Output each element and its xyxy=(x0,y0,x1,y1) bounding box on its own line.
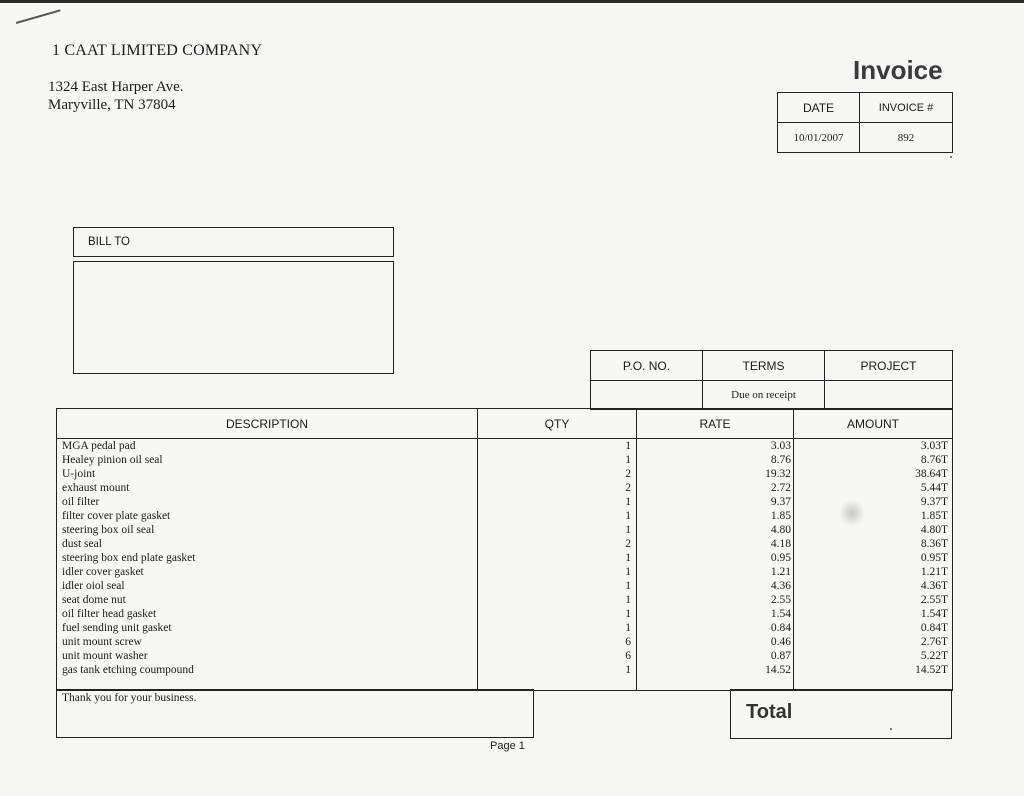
item-qty: 1 xyxy=(625,608,631,620)
item-description: unit mount washer xyxy=(62,650,148,662)
po-number-label: P.O. NO. xyxy=(622,358,671,373)
speck xyxy=(890,728,892,730)
item-qty: 1 xyxy=(625,454,631,466)
ink-smudge xyxy=(840,498,864,528)
item-qty: 1 xyxy=(625,622,631,634)
item-description: Healey pinion oil seal xyxy=(62,454,163,466)
pen-mark xyxy=(16,9,61,23)
item-description: steering box end plate gasket xyxy=(62,552,196,564)
description-header: DESCRIPTION xyxy=(225,416,308,431)
item-description: gas tank etching coumpound xyxy=(62,664,194,676)
item-description: unit mount screw xyxy=(62,636,142,648)
invoice-number-label: INVOICE # xyxy=(878,101,934,114)
item-description: oil filter head gasket xyxy=(62,608,157,620)
item-amount: 5.44T xyxy=(920,482,948,494)
terms-value: Due on receipt xyxy=(731,389,796,401)
item-description: MGA pedal pad xyxy=(62,440,136,452)
item-amount: 8.36T xyxy=(920,538,948,550)
date-label: DATE xyxy=(802,100,835,115)
item-rate: 14.52 xyxy=(765,664,791,676)
item-rate: 0.87 xyxy=(770,650,791,662)
item-rate: 1.21 xyxy=(770,566,791,578)
item-amount: 8.76T xyxy=(920,454,948,466)
item-rate: 8.76 xyxy=(770,454,791,466)
rate-column xyxy=(640,439,791,677)
page-number: Page 1 xyxy=(490,740,525,752)
address-line-1: 1324 East Harper Ave. xyxy=(48,79,184,95)
date-value: 10/01/2007 xyxy=(793,131,844,144)
scan-top-border xyxy=(0,0,1024,3)
item-description: exhaust mount xyxy=(62,482,130,494)
description-column xyxy=(62,439,472,677)
item-amount: 1.85T xyxy=(920,510,948,522)
total-label: Total xyxy=(746,701,793,723)
item-qty: 1 xyxy=(625,552,631,564)
date-invoice-table xyxy=(777,92,953,153)
item-rate: 4.18 xyxy=(770,538,791,550)
item-qty: 1 xyxy=(625,594,631,606)
item-qty: 1 xyxy=(625,510,631,522)
item-qty: 2 xyxy=(625,468,631,480)
item-description: oil filter xyxy=(62,496,100,508)
invoice-number-value: 892 xyxy=(897,131,915,144)
item-description: seat dome nut xyxy=(62,594,126,606)
item-qty: 1 xyxy=(625,664,631,676)
item-amount: 0.95T xyxy=(920,552,948,564)
item-qty: 1 xyxy=(625,566,631,578)
item-qty: 1 xyxy=(625,440,631,452)
document-title: Invoice xyxy=(853,55,943,85)
item-amount: 4.36T xyxy=(920,580,948,592)
item-description: filter cover plate gasket xyxy=(62,510,171,522)
item-rate: 2.72 xyxy=(770,482,791,494)
speck xyxy=(950,156,952,158)
rate-header: RATE xyxy=(699,416,731,431)
item-rate: 4.36 xyxy=(770,580,791,592)
item-amount: 1.21T xyxy=(920,566,948,578)
item-description: U-joint xyxy=(62,468,96,480)
project-value xyxy=(825,381,952,409)
item-amount: 1.54T xyxy=(920,608,948,620)
qty-column xyxy=(480,439,631,677)
company-name: 1 CAAT LIMITED COMPANY xyxy=(52,42,263,59)
item-description: idler oiol seal xyxy=(62,580,125,592)
item-rate: 0.84 xyxy=(770,622,791,634)
item-amount: 2.55T xyxy=(920,594,948,606)
amount-header: AMOUNT xyxy=(847,416,899,431)
item-rate: 1.54 xyxy=(770,608,791,620)
item-amount: 3.03T xyxy=(920,440,948,452)
item-rate: 2.55 xyxy=(770,594,791,606)
item-amount: 9.37T xyxy=(920,496,948,508)
thank-you-message: Thank you for your business. xyxy=(62,692,197,704)
item-rate: 0.46 xyxy=(770,636,791,648)
bill-to-box xyxy=(73,261,394,374)
item-qty: 1 xyxy=(625,580,631,592)
item-rate: 4.80 xyxy=(770,524,791,536)
item-qty: 1 xyxy=(625,524,631,536)
address-line-2: Maryville, TN 37804 xyxy=(48,97,176,113)
item-qty: 6 xyxy=(625,650,631,662)
item-description: fuel sending unit gasket xyxy=(62,622,172,634)
project-label: PROJECT xyxy=(860,358,917,373)
item-amount: 0.84T xyxy=(920,622,948,634)
bill-to-label: BILL TO xyxy=(73,227,394,257)
item-description: idler cover gasket xyxy=(62,566,144,578)
qty-header: QTY xyxy=(544,416,570,431)
item-qty: 1 xyxy=(625,496,631,508)
item-description: steering box oil seal xyxy=(62,524,155,536)
item-qty: 2 xyxy=(625,538,631,550)
item-description: dust seal xyxy=(62,538,102,550)
item-amount: 38.64T xyxy=(915,468,948,480)
po-number-value xyxy=(591,381,702,409)
terms-label: TERMS xyxy=(742,358,785,373)
item-rate: 1.85 xyxy=(770,510,791,522)
item-rate: 9.37 xyxy=(770,496,791,508)
company-address xyxy=(48,78,184,114)
amount-column xyxy=(796,439,948,677)
item-rate: 3.03 xyxy=(770,440,791,452)
item-amount: 2.76T xyxy=(920,636,948,648)
item-rate: 19.32 xyxy=(765,468,791,480)
item-qty: 2 xyxy=(625,482,631,494)
item-qty: 6 xyxy=(625,636,631,648)
terms-table xyxy=(590,350,953,410)
item-amount: 5.22T xyxy=(920,650,948,662)
item-amount: 14.52T xyxy=(915,664,948,676)
item-rate: 0.95 xyxy=(770,552,791,564)
item-amount: 4.80T xyxy=(920,524,948,536)
